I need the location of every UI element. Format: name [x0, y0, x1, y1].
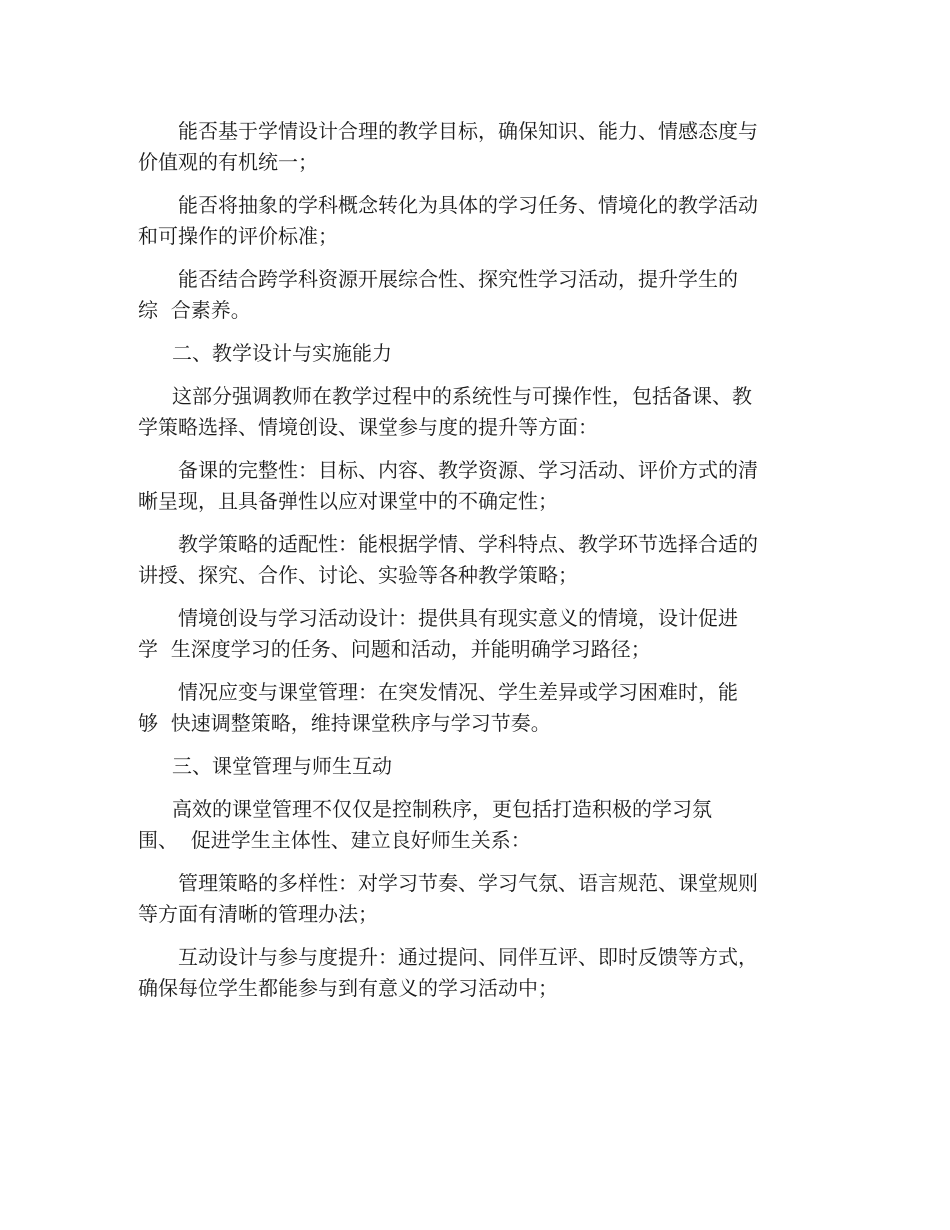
text-line: 综 合素养。	[138, 298, 251, 322]
text-line: 管理策略的多样性：对学习节奏、学习气氛、语言规范、课堂规则	[178, 871, 758, 895]
paragraph-section-3-intro	[138, 794, 818, 856]
paragraph-lesson-prep	[138, 455, 818, 517]
text-line: 讲授、探究、合作、讨论、实验等各种教学策略；	[138, 563, 578, 587]
paragraph-concept-transform	[138, 190, 818, 252]
text-line: 情况应变与课堂管理：在突发情况、学生差异或学习困难时，能	[178, 680, 738, 704]
text-line: 互动设计与参与度提升：通过提问、同伴互评、即时反馈等方式，	[178, 945, 758, 969]
text-line: 学策略选择、情境创设、课堂参与度的提升等方面：	[138, 415, 598, 439]
text-line: 能否基于学情设计合理的教学目标，确保知识、能力、情感态度与	[178, 119, 758, 143]
paragraph-goal-design	[138, 116, 818, 178]
section-heading-2	[138, 338, 818, 369]
paragraph-interdisciplinary	[138, 264, 818, 326]
text-line: 能否结合跨学科资源开展综合性、探究性学习活动，提升学生的	[178, 267, 738, 291]
paragraph-situation-design	[138, 603, 818, 665]
paragraph-section-2-intro	[138, 381, 818, 443]
text-line: 能否将抽象的学科概念转化为具体的学习任务、情境化的教学活动	[178, 193, 758, 217]
text-line: 价值观的有机统一；	[138, 150, 318, 174]
section-heading-3	[138, 751, 818, 782]
document-body	[138, 116, 818, 1016]
text-line: 情境创设与学习活动设计：提供具有现实意义的情境，设计促进	[178, 606, 738, 630]
paragraph-adaptation	[138, 677, 818, 739]
text-line: 确保每位学生都能参与到有意义的学习活动中；	[138, 976, 558, 1000]
text-line: 高效的课堂管理不仅仅是控制秩序，更包括打造积极的学习氛	[172, 797, 712, 821]
text-line: 围、 促进学生主体性、建立良好师生关系：	[138, 828, 531, 852]
text-line: 学 生深度学习的任务、问题和活动，并能明确学习路径；	[138, 637, 651, 661]
paragraph-management-diversity	[138, 868, 818, 930]
text-line: 晰呈现，且具备弹性以应对课堂中的不确定性；	[138, 489, 558, 513]
text-line: 教学策略的适配性：能根据学情、学科特点、教学环节选择合适的	[178, 532, 758, 556]
heading-text: 二、教学设计与实施能力	[172, 341, 392, 365]
text-line: 这部分强调教师在教学过程中的系统性与可操作性，包括备课、教	[172, 384, 752, 408]
text-line: 和可操作的评价标准；	[138, 224, 338, 248]
text-line: 等方面有清晰的管理办法；	[138, 902, 378, 926]
text-line: 够 快速调整策略，维持课堂秩序与学习节奏。	[138, 711, 551, 735]
text-line: 备课的完整性：目标、内容、教学资源、学习活动、评价方式的清	[178, 458, 758, 482]
heading-text: 三、课堂管理与师生互动	[172, 754, 392, 778]
paragraph-interaction-design	[138, 942, 818, 1004]
paragraph-strategy-fit	[138, 529, 818, 591]
